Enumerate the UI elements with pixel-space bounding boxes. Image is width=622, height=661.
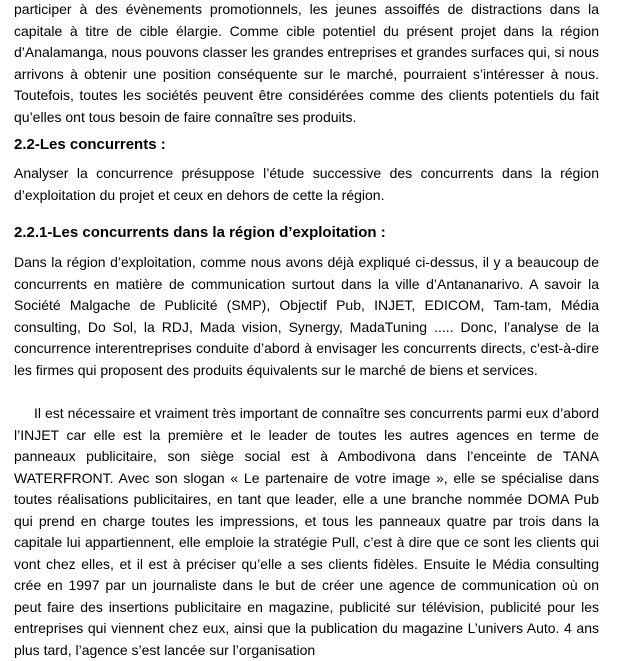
concurrents-paragraph: Analyser la concurrence présuppose l’étude successive des concurrents dans la région d’exploitation du projet et ceux en dehors de cette la région. xyxy=(14,165,599,203)
section-heading-region-exploitation: 2.2.1-Les concurrents dans la région d’exploitation : xyxy=(14,224,386,241)
intro-paragraph: participer à des évènements promotionnels, les jeunes assoiffés de distractions dans la capitale à titre de cible élargie. Comme cible potentiel du présent projet dans la région d’Analamanga, nous pouvons classer les grandes entreprises et grandes surfaces qui, si nous arrivons à obtenir une position conséquente sur le marché, pourraient s’intéresser à nous. Toutefois, toutes les sociétés peuvent être considérées comme des clients potentiels du fait qu’elles ont tous besoin de faire connaître ses produits. xyxy=(14,1,599,125)
region-paragraph-1: Dans la région d’exploitation, comme nous avons déjà expliqué ci-dessus, il y a beaucoup de concurrents en matière de communication surtout dans la ville d’Antananarivo. A savoir la Société Malgache de Publicité (SMP), Objectif Pub, INJET, EDICOM, Tam-tam, Média consulting, Do Sol, la RDJ, Mada vision, Synergy, MadaTuning ..... Donc, l’analyse de la concurrence interentreprises conduite d’abord à envisager les concurrents directs, c'est-à-dire les firmes qui proposent des produits équivalents sur le marché de biens et services. xyxy=(14,254,599,378)
section-heading-concurrents: 2.2-Les concurrents : xyxy=(14,136,166,153)
region-paragraph-2: Il est nécessaire et vraiment très important de connaître ses concurrents parmi eux d’abord l’INJET car elle est la première et le leader de toutes les autres agences en terme de panneaux publicitaire, son siège social est à Ambodivona dans l’enceinte de TANA WATERFRONT. Avec son slogan « Le partenaire de votre image », elle se spécialise dans toutes réalisations publicitaires, en tant que leader, elle a une branche nommée DOMA Pub qui prend en charge toutes les impressions, et tous les panneaux quatre par trois dans la capitale lui appartiennent, elle emploie la stratégie Pull, c’est à dire que ce sont les clients qui vont chez elles, et il est à préciser qu’elle a ses clients fidèles. Ensuite le Média consulting crée en 1997 par un journaliste dans le but de créer une agence de communication où on peut faire des insertions publicitaire en magazine, publicité sur télévision, publicité pour les entreprises qui viennent chez eux, ainsi que la publication du magazine L’univers Auto. 4 ans plus tard, l’agence s’est lancée sur l’organisation xyxy=(14,405,599,658)
